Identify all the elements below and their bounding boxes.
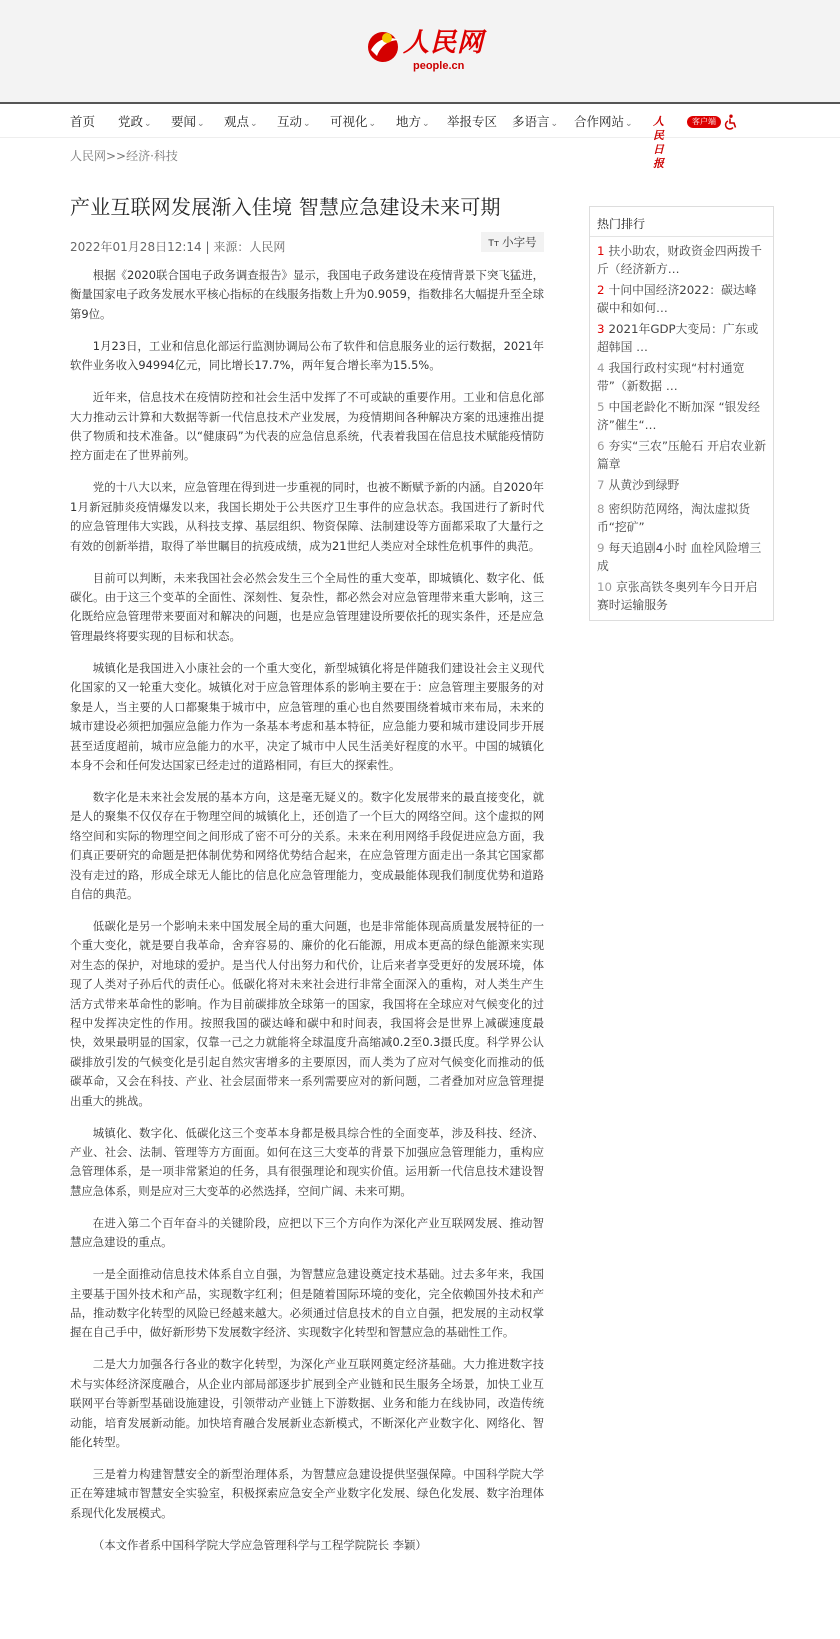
nav-label: 合作网站 bbox=[574, 114, 625, 129]
nav-languages[interactable] bbox=[512, 106, 558, 138]
article-paragraph: 目前可以判断，未来我国社会必然会发生三个全局性的重大变革，即城镇化、数字化、低碳化。由于这三个变革的全面性、深刻性、复杂性，都必然会对应急管理带来重大影响，这三化既给应急管理带来要面对和解决的问题，也是应急管理建设所要依托的现实条件，还是应急管理最终将要实现的目标和状态。 bbox=[70, 570, 544, 643]
hot-item[interactable] bbox=[597, 281, 767, 317]
hot-item[interactable] bbox=[597, 437, 767, 473]
breadcrumb[interactable]: 人民网>>经济·科技 bbox=[70, 149, 178, 163]
font-toggle-label: 小字号 bbox=[502, 235, 537, 249]
rank-number: 1 bbox=[597, 244, 605, 258]
author-note: （本文作者系中国科学院大学应急管理科学与工程学院院长 李颖） bbox=[92, 1537, 427, 1552]
rank-number: 10 bbox=[597, 580, 613, 594]
nav-label: 党政 bbox=[118, 114, 144, 129]
hot-item-text: 2021年GDP大变局：广东或超韩国 … bbox=[597, 322, 759, 354]
article-paragraph: 城镇化是我国进入小康社会的一个重大变化，新型城镇化将是伴随我们建设社会主义现代化国家的又一轮重大变化。城镇化对于应急管理体系的影响主要在于：应急管理主要服务的对象是人，当主要的人口都聚集于城市中，应急管理的重心也自然要围绕着城市来布局，未来的城市建设必须把加强应急能力作为一条基本考虑和基本特征，应急能力要和城市建设同步开展甚至适度超前，城市应急能力的水平，决定了城市中人民生活美好程度的水平。中国的城镇化本身不会和任何发达国家已经走过的道路相同，有巨大的探索性。 bbox=[70, 660, 544, 772]
article-paragraph: 城镇化、数字化、低碳化这三个变革本身都是极具综合性的全面变革，涉及科技、经济、产业、社会、法制、管理等方方面面。如何在这三大变革的背景下加强应急管理能力，重构应急管理体系，是一项非常紧迫的任务，具有很强理论和现实价值。运用新一代信息技术建设智慧应急体系，则是应对三大变革的必然选择，空间广阔、未来可期。 bbox=[70, 1125, 544, 1198]
hot-item-text: 中国老龄化不断加深 “银发经济”催生“… bbox=[597, 400, 760, 432]
client-logo: 人民日报 bbox=[653, 115, 664, 170]
hot-ranking-title: 热门排行 bbox=[597, 217, 646, 231]
article-body bbox=[70, 266, 544, 1568]
logo-text-cn: 人民网 bbox=[403, 28, 485, 58]
article-paragraph: 三是着力构建智慧安全的新型治理体系，为智慧应急建设提供坚强保障。中国科学院大学正在筹建城市智慧安全实验室，积极探索应急安全产业数字化发展、绿色化发展、数字治理体系现代化发展模式。 bbox=[70, 1467, 544, 1520]
article-paragraph: 近年来，信息技术在疫情防控和社会生活中发挥了不可或缺的重要作用。工业和信息化部大力推动云计算和大数据等新一代信息技术产业发展，为疫情期间各种解决方案的迅速推出提供了物质和技术准备。以“健康码”为代表的应急信息系统，代表着我国在信息技术赋能疫情防控方面走在了世界前列。 bbox=[70, 390, 544, 463]
nav-party-gov[interactable] bbox=[118, 106, 152, 138]
logo-mark-icon bbox=[365, 28, 401, 64]
hot-item-text: 我国行政村实现“村村通宽带”（新数据 … bbox=[597, 361, 745, 393]
site-logo[interactable] bbox=[365, 26, 485, 74]
nav-report[interactable] bbox=[447, 106, 497, 138]
chevron-down-icon: ⌄ bbox=[625, 119, 633, 129]
hot-item[interactable] bbox=[597, 476, 767, 494]
hot-ranking-box bbox=[589, 206, 774, 621]
nav-news[interactable] bbox=[171, 106, 205, 138]
hot-item-text: 密织防范网络，淘汰虚拟货币“挖矿” bbox=[597, 502, 751, 534]
chevron-down-icon: ⌄ bbox=[422, 119, 430, 129]
hot-item[interactable] bbox=[597, 242, 767, 278]
hot-item[interactable] bbox=[597, 500, 767, 536]
nav-label: 要闻 bbox=[171, 114, 197, 129]
chevron-down-icon: ⌄ bbox=[250, 119, 258, 129]
nav-label: 观点 bbox=[224, 114, 250, 129]
article-paragraph: 党的十八大以来，应急管理在得到进一步重视的同时，也被不断赋予新的内涵。自2020年1月新冠肺炎疫情爆发以来，我国长期处于公共医疗卫生事件的应急状态。我国进行了新时代的应急管理伟大实践，从科技支撑、基层组织、物资保障、法制建设等方面都采取了大量行之有效的创新举措，取得了举世瞩目的抗疫成绩，成为21世纪人类应对全球性危机事件的典范。 bbox=[70, 480, 544, 553]
hot-item-text: 十问中国经济2022：碳达峰碳中和如何… bbox=[597, 283, 757, 315]
article-paragraph: 一是全面推动信息技术体系自立自强，为智慧应急建设奠定技术基础。过去多年来，我国主要基于国外技术和产品，实现数字红利；但是随着国际环境的变化，完全依赖国外技术和产品，推动数字化转型的风险已经越来越大。必须通过信息技术的自立自强，把发展的主动权掌握在自己手中，做好新形势下发展数字经济、实现数字化转型和智慧应急的基础性工作。 bbox=[70, 1267, 544, 1340]
nav-label: 首页 bbox=[70, 114, 96, 129]
rank-number: 2 bbox=[597, 283, 605, 297]
article-meta: 2022年01月28日12:14 | 来源：人民网 bbox=[70, 240, 286, 254]
nav-label: 地方 bbox=[396, 114, 422, 129]
nav-label: 互动 bbox=[277, 114, 303, 129]
rank-number: 4 bbox=[597, 361, 605, 375]
rank-number: 6 bbox=[597, 439, 605, 453]
nav-home[interactable] bbox=[70, 106, 95, 138]
hot-item[interactable] bbox=[597, 398, 767, 434]
accessibility-icon[interactable] bbox=[722, 114, 738, 130]
article-paragraph: 数字化是未来社会发展的基本方向，这是毫无疑义的。数字化发展带来的最直接变化，就是人的聚集不仅仅存在于物理空间的城镇化上，还创造了一个巨大的网络空间。这个虚拟的网络空间和实际的物理空间之间形成了密不可分的关系。未来在利用网络手段促进应急方面，我们真正要研究的命题是把体制优势和网络优势结合起来，在应急管理方面走出一条其它国家都没有走过的路，形成全球无人能比的信息化应急管理能力，变成最能体现我们制度优势和道路自信的典范。 bbox=[70, 789, 544, 901]
chevron-down-icon: ⌄ bbox=[303, 119, 311, 129]
nav-interaction[interactable] bbox=[277, 106, 311, 138]
chevron-down-icon: ⌄ bbox=[144, 119, 152, 129]
hot-item-text: 扶小助农，财政资金四两拨千斤（经济新方… bbox=[597, 244, 762, 276]
nav-local[interactable] bbox=[396, 106, 430, 138]
client-badge: 客户端 bbox=[687, 116, 721, 128]
article-paragraph: 1月23日，工业和信息化部运行监测协调局公布了软件和信息服务业的运行数据，2021年软件业务收入94994亿元，同比增长17.7%，两年复合增长率为15.5%。 bbox=[70, 338, 544, 373]
rank-number: 3 bbox=[597, 322, 605, 336]
nav-visual[interactable] bbox=[330, 106, 376, 138]
nav-label: 举报专区 bbox=[447, 114, 498, 129]
article-paragraph: 低碳化是另一个影响未来中国发展全局的重大问题，也是非常能体现高质量发展特征的一个重大变化，就是要自我革命，舍弃容易的、廉价的化石能源，用成本更高的绿色能源来实现对生态的保护，对地球的爱护。是当代人付出努力和代价，让后来者享受更好的发展环境，体现了人类对子孙后代的责任心。低碳化将对未来社会进行非常全面深入的重构，对人类生产生活方式带来革命性的影响。作为目前碳排放全球第一的国家，我国将在全球应对气候变化的过程中发挥决定性的作用。按照我国的碳达峰和碳中和时间表，我国将会是世界上减碳速度最快，效果最明显的国家，仅靠一己之力就能将全球温度升高缩减0.2至0.3摄氏度。科学界公认碳排放引发的气候变化是引起自然灾害增多的主要原因，而人类为了应对气候变化而推动的低碳革命，又会在科技、产业、社会层面带来一系列需要应对的新问题，二者叠加对应急管理提出重大的挑战。 bbox=[70, 918, 544, 1108]
hot-item[interactable] bbox=[597, 359, 767, 395]
rank-number: 9 bbox=[597, 541, 605, 555]
nav-opinion[interactable] bbox=[224, 106, 258, 138]
chevron-down-icon: ⌄ bbox=[550, 119, 559, 129]
hot-item[interactable] bbox=[597, 320, 767, 356]
article-title: 产业互联网发展渐入佳境 智慧应急建设未来可期 bbox=[70, 195, 501, 219]
top-banner bbox=[0, 0, 840, 104]
hot-item[interactable] bbox=[597, 578, 767, 614]
logo-text-en: people.cn bbox=[413, 60, 465, 72]
chevron-down-icon: ⌄ bbox=[197, 119, 205, 129]
hot-item-text: 京张高铁冬奥列车今日开启赛时运输服务 bbox=[597, 580, 758, 612]
hot-item[interactable] bbox=[597, 539, 767, 575]
divider bbox=[590, 236, 773, 237]
text-size-icon: Tт bbox=[488, 239, 500, 249]
chevron-down-icon: ⌄ bbox=[368, 119, 377, 129]
article-paragraph: 二是大力加强各行各业的数字化转型，为深化产业互联网奠定经济基础。大力推进数字技术与实体经济深度融合，从企业内部局部逐步扩展到全产业链和民生服务全场景，加快工业互联网平台等新型基础设施建设，引领带动产业链上下游数据、业务和能力在线协同，改造传统动能，培育发展新动能。加快培育融合发展新业态新模式，不断深化产业数字化、网络化、智能化转型。 bbox=[70, 1357, 544, 1450]
article-paragraph: 根据《2020联合国电子政务调查报告》显示，我国电子政务建设在疫情背景下突飞猛进，衡量国家电子政务发展水平核心指标的在线服务指数上升为0.9059，指数排名大幅提升至全球第9位。 bbox=[70, 268, 544, 321]
hot-item-text: 每天追剧4小时 血栓风险增三成 bbox=[597, 541, 762, 573]
nav-partners[interactable] bbox=[574, 106, 633, 138]
nav-label: 可视化 bbox=[330, 114, 368, 129]
hot-item-text: 从黄沙到绿野 bbox=[608, 478, 680, 492]
article-paragraph: 在进入第二个百年奋斗的关键阶段，应把以下三个方向作为深化产业互联网发展、推动智慧应急建设的重点。 bbox=[70, 1215, 544, 1250]
hot-item-text: 夯实“三农”压舱石 开启农业新篇章 bbox=[597, 439, 767, 471]
rank-number: 8 bbox=[597, 502, 605, 516]
nav-label: 多语言 bbox=[512, 114, 550, 129]
rank-number: 7 bbox=[597, 478, 605, 492]
rank-number: 5 bbox=[597, 400, 605, 414]
font-size-toggle[interactable] bbox=[481, 232, 544, 252]
